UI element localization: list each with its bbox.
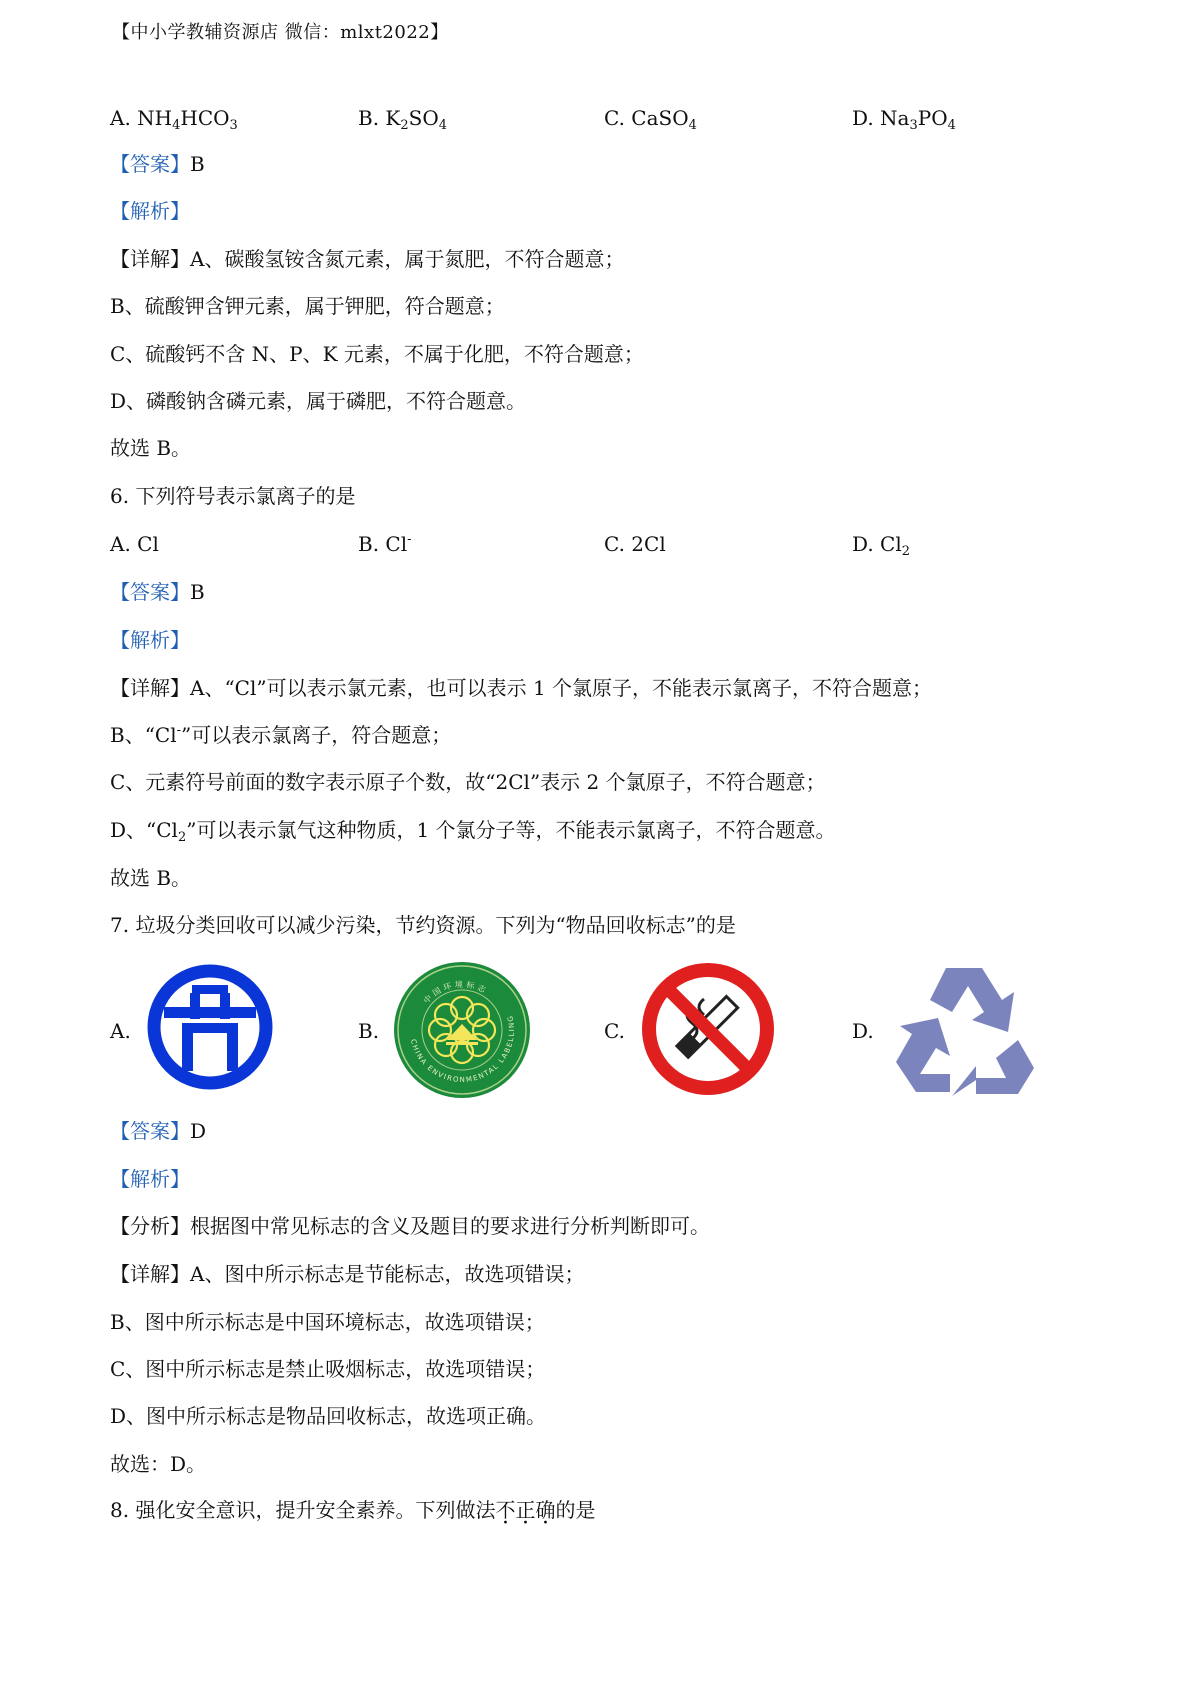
q7-detail-4: D、图中所示标志是物品回收标志，故选项正确。 [110, 1404, 547, 1428]
q5-option-a: A. $NH_4HCO_3$ [110, 106, 238, 133]
q5-analysis-tag: 【解析】 [110, 199, 190, 223]
q6-detail-4: D、“$Cl_2$”可以表示氯气这种物质，1 个氯分子等，不能表示氯离子，不符合题意。 [110, 818, 836, 845]
no-smoking-sign-icon [640, 961, 776, 1097]
q6-option-a: A. Cl [110, 532, 159, 556]
q7-detail-3: C、图中所示标志是禁止吸烟标志，故选项错误； [110, 1357, 546, 1381]
q6-detail-3: C、元素符号前面的数字表示原子个数，故“2Cl”表示 2 个氯原子，不符合题意； [110, 770, 826, 794]
q6-detail-2: B、“Cl-”可以表示氯离子，符合题意； [110, 723, 452, 747]
china-environmental-label-icon [392, 960, 532, 1100]
q7-label-a: A. [110, 1019, 131, 1043]
q7-conclusion: 故选：D。 [110, 1452, 207, 1476]
q7-analysis: 【分析】根据图中常见标志的含义及题目的要求进行分析判断即可。 [110, 1214, 710, 1238]
q5-option-c: C. CaSO$_4$ [604, 106, 697, 133]
q6-conclusion: 故选 B。 [110, 866, 192, 890]
q6-option-d: D. $Cl_2$ [852, 532, 911, 559]
q6-question: 6. 下列符号表示氯离子的是 [110, 484, 356, 508]
q7-label-b: B. [358, 1019, 380, 1043]
q7-label-c: C. [604, 1019, 625, 1043]
q5-detail-1: 【详解】A、碳酸氢铵含氮元素，属于氮肥，不符合题意； [110, 247, 625, 271]
q6-detail-1: 【详解】A、“Cl”可以表示氯元素，也可以表示 1 个氯原子，不能表示氯离子，不符合题意； [110, 676, 933, 700]
q6-analysis-tag: 【解析】 [110, 628, 190, 652]
q5-detail-2: B、硫酸钾含钾元素，属于钾肥，符合题意； [110, 294, 505, 318]
q5-detail-4: D、磷酸钠含磷元素，属于磷肥，不符合题意。 [110, 389, 527, 413]
q5-conclusion: 故选 B。 [110, 436, 192, 460]
q6-answer: 【答案】B [110, 580, 205, 604]
logo-b-ring-text: CHINA ENVIRONMENTAL LABELLING [408, 1013, 517, 1085]
q5-answer: 【答案】B [110, 152, 205, 176]
logo-b-top-text: 中国环境标志 [421, 979, 490, 1006]
q5-option-d: D. $Na_3PO_4$ [852, 106, 956, 133]
q5-detail-3: C、硫酸钙不含 N、P、K 元素，不属于化肥，不符合题意； [110, 342, 644, 366]
header-watermark: 【中小学教辅资源店 微信：mlxt2022】 [112, 22, 449, 43]
energy-saving-logo-icon [146, 963, 274, 1091]
q7-question: 7. 垃圾分类回收可以减少污染，节约资源。下列为“物品回收标志”的是 [110, 913, 736, 937]
q7-detail-2: B、图中所示标志是中国环境标志，故选项错误； [110, 1310, 545, 1334]
q7-analysis-tag: 【解析】 [110, 1167, 190, 1191]
q8-question: 8. 强化安全意识，提升安全素养。下列做法不正确的是 [110, 1498, 596, 1522]
q7-detail-1: 【详解】A、图中所示标志是节能标志，故选项错误； [110, 1262, 585, 1286]
q5-option-b: B. $K_2SO_4$ [358, 106, 448, 133]
q6-option-b: B. Cl- [358, 532, 412, 556]
recycling-symbol-icon [890, 962, 1036, 1096]
q7-label-d: D. [852, 1019, 874, 1043]
q6-option-c: C. 2Cl [604, 532, 666, 556]
q7-answer: 【答案】D [110, 1119, 207, 1143]
